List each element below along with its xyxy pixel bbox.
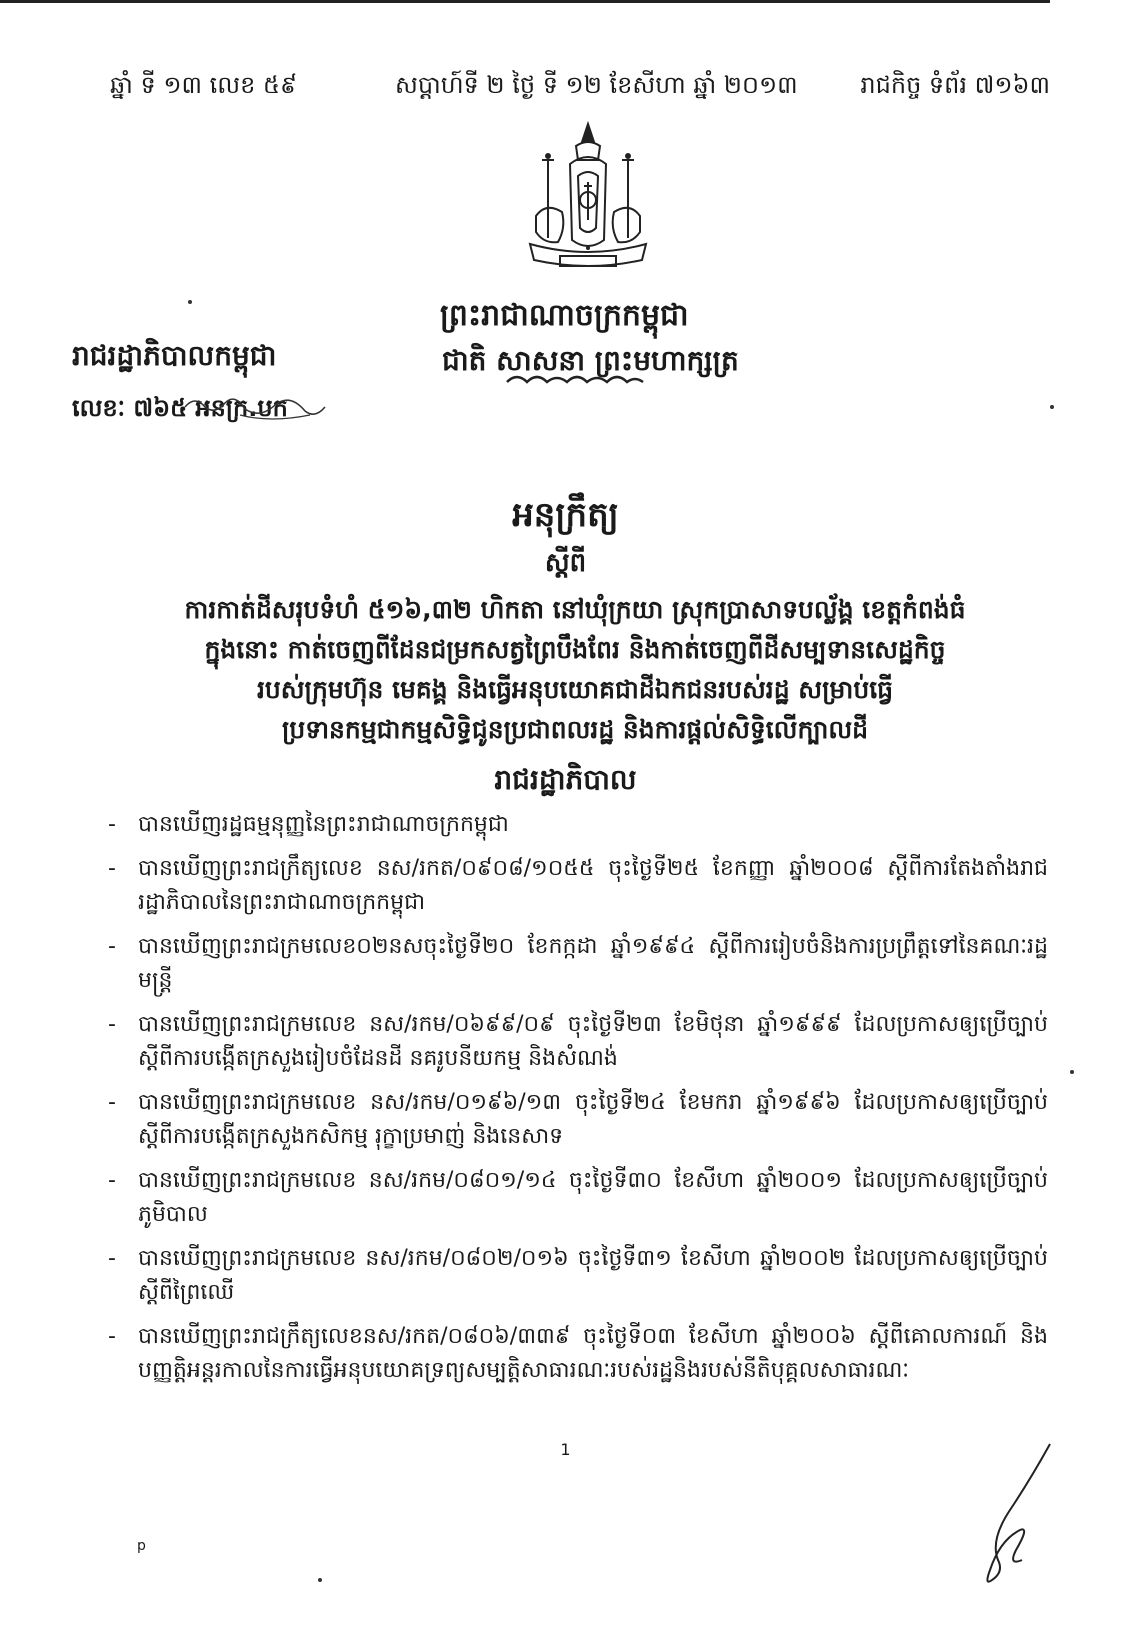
- recital-item: - បានឃើញព្រះរាជក្រមលេខ០២នសចុះថ្ងៃទី២០ ខែកក្កដា ឆ្នាំ១៩៩៤ ស្តីពីការរៀបចំនិងការប្រព្រឹត្តទៅនៃគណៈរដ្ឋមន្ត្រី: [108, 930, 1048, 998]
- subject-line: ក្នុងនោះ កាត់ចេញពីដែនជម្រកសត្វព្រៃបឹងពែរ និងកាត់ចេញពីដីសម្បទានសេដ្ឋកិច្ច: [204, 635, 946, 664]
- page-number: 1: [560, 1440, 571, 1459]
- scan-speck: [318, 1578, 322, 1582]
- recital-item: - បានឃើញព្រះរាជក្រមលេខ នស/រកម/០៨០២/០១៦ ចុះថ្ងៃទី៣១ ខែសីហា ឆ្នាំ២០០២ ដែលប្រកាសឲ្យប្រើច្បាប់ស្តីពីព្រៃឈើ: [108, 1242, 1048, 1310]
- scan-speck: [1050, 405, 1054, 409]
- recital-item: - បានឃើញរដ្ឋធម្មនុញ្ញនៃព្រះរាជាណាចក្រកម្ពុជា: [108, 808, 1048, 842]
- recital-item: - បានឃើញព្រះរាជក្រឹត្យលេខនស/រកត/០៨០៦/៣៣៩ ចុះថ្ងៃទី០៣ ខែសីហា ឆ្នាំ២០០៦ ស្តីពីគោលការណ៍ និងបញ្ញត្តិអន្តរកាលនៃការធ្វើអនុបយោគទ្រព្យសម្បត្តិសាធារណៈរបស់រដ្ឋនិងរបស់នីតិបុគ្គលសាធារណៈ: [108, 1320, 1048, 1388]
- kingdom-title: ព្រះរាជាណាចក្រកម្ពុជា: [440, 298, 689, 333]
- subject-line: ប្រទានកម្មជាកម្មសិទ្ធិជូនប្រជាពលរដ្ឋ និងការផ្តល់សិទ្ធិលើក្បាលដី: [281, 715, 869, 744]
- recital-item: - បានឃើញព្រះរាជក្រមលេខ នស/រកម/០១៩៦/១៣ ចុះថ្ងៃទី២៤ ខែមករា ឆ្នាំ១៩៩៦ ដែលប្រកាសឲ្យប្រើច្បាប់ ស្តីពីការបង្កើតក្រសួងកសិកម្ម រុក្ខាប្រមាញ់ និងនេសាទ: [108, 1086, 1048, 1154]
- decree-subject: [100, 590, 1050, 750]
- concerning-label: ស្តីពី: [544, 548, 587, 578]
- subject-line: របស់ក្រុមហ៊ុន មេគង្គ និងធ្វើអនុបយោគជាដីឯកជនរបស់រដ្ឋ សម្រាប់ធ្វើ: [256, 675, 894, 704]
- top-border-line: [0, 0, 1050, 3]
- gazette-date: សប្តាហ៍ទី ២ ថ្ងៃ ទី ១២ ខែសីហា ឆ្នាំ ២០១៣: [395, 71, 798, 99]
- recital-item: - បានឃើញព្រះរាជក្រមលេខ នស/រកម/០៨០១/១៤ ចុះថ្ងៃទី៣០ ខែសីហា ឆ្នាំ២០០១ ដែលប្រកាសឲ្យប្រើច្បាប់ភូមិបាល: [108, 1164, 1048, 1232]
- handwritten-number-icon: [180, 385, 330, 425]
- issuing-authority: រាជរដ្ឋាភិបាល: [494, 763, 637, 796]
- handwritten-initials-icon: [970, 1440, 1060, 1590]
- scan-speck: [1070, 1070, 1074, 1074]
- national-motto: ជាតិ សាសនា ព្រះមហាក្សត្រ: [442, 344, 739, 377]
- gazette-year-issue: ឆ្នាំ ទី ១៣ លេខ ៥៩: [110, 71, 297, 99]
- footer-mark: p: [137, 1538, 146, 1554]
- recitals-list: [108, 808, 1048, 1398]
- recital-item: - បានឃើញព្រះរាជក្រឹត្យលេខ នស/រកត/០៩០៨/១០៥៥ ចុះថ្ងៃទី២៥ ខែកញ្ញា ឆ្នាំ២០០៨ ស្តីពីការតែងតាំងរាជរដ្ឋាភិបាលនៃព្រះរាជាណាចក្រកម្ពុជា: [108, 852, 1048, 920]
- document-number: លេខៈ ៧៦៥ អនក្រ.បក: [72, 394, 288, 422]
- government-name: រាជរដ្ឋាភិបាលកម្ពុជា: [72, 339, 277, 372]
- royal-coat-of-arms-icon: [518, 120, 658, 275]
- scan-speck: [188, 300, 192, 304]
- subject-line: ការកាត់ដីសរុបទំហំ ៥១៦,៣២ ហិកតា នៅឃុំក្រយា ស្រុកប្រាសាទបល្ល័ង្គ ខេត្តកំពង់ធំ: [184, 595, 966, 624]
- gazette-header: [110, 70, 1050, 110]
- document-type: អនុក្រឹត្យ: [512, 495, 619, 535]
- ornament-divider-icon: [505, 370, 645, 390]
- gazette-page: រាជកិច្ច ទំព័រ ៧១៦៣: [860, 71, 1050, 99]
- recital-item: - បានឃើញព្រះរាជក្រមលេខ នស/រកម/០៦៩៩/០៩ ចុះថ្ងៃទី២៣ ខែមិថុនា ឆ្នាំ១៩៩៩ ដែលប្រកាសឲ្យប្រើច្បាប់ស្តីពីការបង្កើតក្រសួងរៀបចំដែនដី នគរូបនីយកម្ម និងសំណង់: [108, 1008, 1048, 1076]
